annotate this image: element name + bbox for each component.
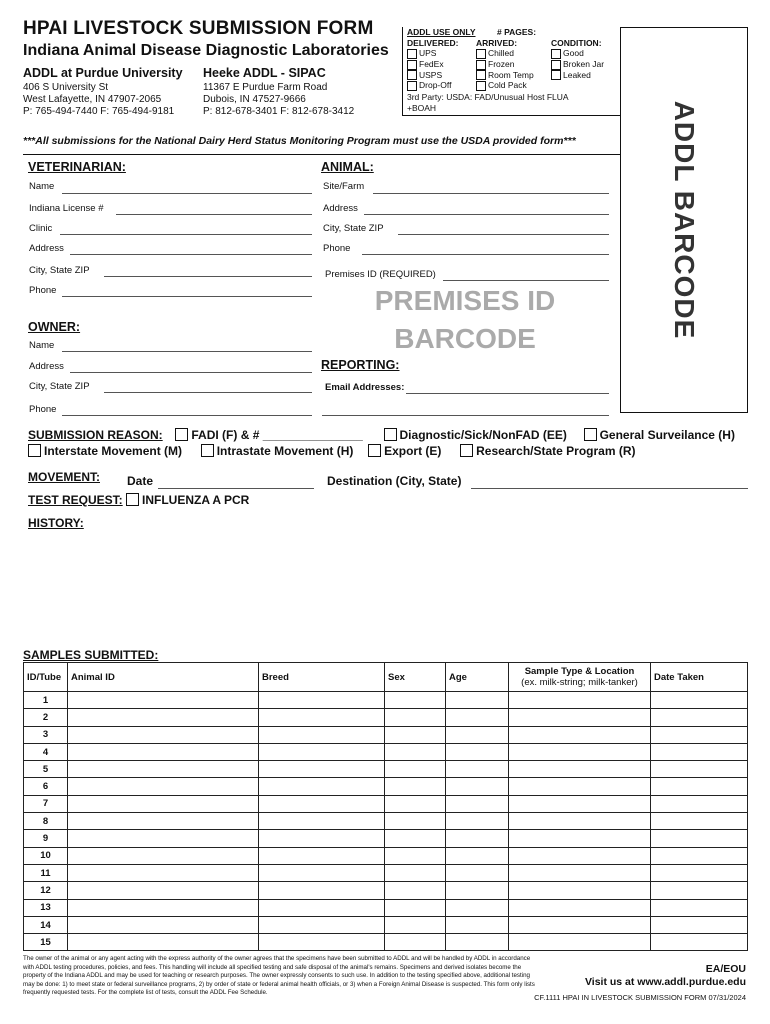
- sample-cell[interactable]: [446, 813, 509, 830]
- animal-address-field[interactable]: [364, 214, 609, 215]
- arrived-frozen[interactable]: Frozen: [476, 59, 534, 70]
- form-id: CF.1111 HPAI IN LIVESTOCK SUBMISSION FORM 07/31/2024: [534, 993, 746, 1002]
- arrived-label: ARRIVED:: [476, 38, 518, 48]
- animal-phone-label: Phone: [323, 243, 351, 254]
- sample-cell[interactable]: [509, 743, 651, 760]
- diagnostic-checkbox[interactable]: [384, 428, 397, 441]
- checkbox[interactable]: [551, 70, 561, 80]
- sample-cell[interactable]: [509, 864, 651, 881]
- sample-cell[interactable]: [509, 934, 651, 951]
- checkbox[interactable]: [407, 70, 417, 80]
- vet-address-label: Address: [29, 243, 64, 254]
- sample-cell[interactable]: [651, 830, 748, 847]
- sample-cell[interactable]: [651, 813, 748, 830]
- vet-phone-field[interactable]: [62, 296, 312, 297]
- vet-clinic-field[interactable]: [60, 234, 312, 235]
- condition-good[interactable]: Good: [551, 48, 604, 59]
- sample-cell[interactable]: [651, 847, 748, 864]
- sample-cell[interactable]: [509, 813, 651, 830]
- sample-cell[interactable]: [259, 847, 385, 864]
- export-checkbox[interactable]: [368, 444, 381, 457]
- form-title: HPAI LIVESTOCK SUBMISSION FORM: [23, 18, 374, 39]
- sample-cell[interactable]: [446, 882, 509, 899]
- owner-city-label: City, State ZIP: [29, 381, 90, 392]
- sample-cell[interactable]: [68, 864, 259, 881]
- animal-city-field[interactable]: [398, 234, 609, 235]
- sample-cell[interactable]: [259, 934, 385, 951]
- vet-license-label: Indiana License #: [29, 203, 104, 214]
- animal-address-label: Address: [323, 203, 358, 214]
- sample-cell[interactable]: [68, 709, 259, 726]
- row-number: 11: [24, 864, 68, 881]
- influenza-checkbox[interactable]: [126, 493, 139, 506]
- sample-cell[interactable]: [68, 743, 259, 760]
- destination-label: Destination (City, State): [327, 474, 462, 488]
- sample-cell[interactable]: [259, 830, 385, 847]
- sample-cell[interactable]: [446, 934, 509, 951]
- arrived-cold-pack[interactable]: Cold Pack: [476, 80, 534, 91]
- sample-cell[interactable]: [68, 761, 259, 778]
- table-row: [24, 761, 748, 778]
- row-number: 2: [24, 709, 68, 726]
- addl-use-only-box: [402, 27, 621, 116]
- sample-cell[interactable]: [68, 778, 259, 795]
- submission-reason-row-1: [28, 428, 735, 442]
- premises-barcode-placeholder: PREMISES ID BARCODE: [374, 285, 556, 354]
- condition-options: [551, 48, 604, 80]
- sample-cell[interactable]: [446, 709, 509, 726]
- sample-cell[interactable]: [259, 882, 385, 899]
- sample-cell[interactable]: [446, 778, 509, 795]
- sample-cell[interactable]: [385, 916, 446, 933]
- legal-fine-print: The owner of the animal or any agent acting with the express authority of the owner agrees that the specimens have been submitted to ADDL and will be handled by ADDL in accordance with ADDL testing procedures, policies, and fees. This handling will include all specified testing and safe disposal of the animal's remains. Specimens and derived isolates become the property of the Indiana ADDL and may be used for teaching or research purposes. The owner expressly consents to such use. In addition to the testing specified above, additional testing may be done: 1) to meet state or federal surveillance programs, 2) by order of state or federal animal health officials, or 3) when a Foreign Animal Disease is suspected. This form only lists frequently requested tests. For the complete list of tests, consult the ADDL Fee Schedule.: [23, 955, 535, 997]
- arrived-chilled[interactable]: Chilled: [476, 48, 534, 59]
- vet-city-field[interactable]: [104, 276, 312, 277]
- sample-cell[interactable]: [68, 692, 259, 709]
- sample-cell[interactable]: [385, 726, 446, 743]
- premises-id-label: Premises ID (REQUIRED): [325, 269, 436, 280]
- delivered-fedex[interactable]: FedEx: [407, 59, 451, 70]
- general-surveillance-checkbox[interactable]: [584, 428, 597, 441]
- sample-cell[interactable]: [259, 899, 385, 916]
- sample-cell[interactable]: [651, 692, 748, 709]
- lab2-address: 11367 E Purdue Farm Road Dubois, IN 47527-9666 P: 812-678-3401 F: 812-678-3412: [203, 82, 355, 117]
- row-number: 5: [24, 761, 68, 778]
- lab1-name: ADDL at Purdue University: [23, 66, 183, 80]
- sample-cell[interactable]: [509, 692, 651, 709]
- table-row: [24, 830, 748, 847]
- sample-cell[interactable]: [385, 882, 446, 899]
- form-subtitle: Indiana Animal Disease Diagnostic Laboratories: [23, 42, 389, 59]
- delivered-usps[interactable]: USPS: [407, 70, 451, 81]
- owner-phone-field[interactable]: [62, 415, 312, 416]
- sample-cell[interactable]: [385, 709, 446, 726]
- animal-heading: ANIMAL:: [321, 160, 374, 174]
- test-request-heading: TEST REQUEST:: [28, 493, 123, 507]
- arrived-room-temp[interactable]: Room Temp: [476, 70, 534, 81]
- sample-cell[interactable]: [68, 795, 259, 812]
- lab2-name: Heeke ADDL - SIPAC: [203, 66, 326, 80]
- sample-cell[interactable]: [446, 726, 509, 743]
- table-row: [24, 813, 748, 830]
- sample-cell[interactable]: [509, 795, 651, 812]
- vet-city-label: City, State ZIP: [29, 265, 90, 276]
- checkbox[interactable]: [476, 70, 486, 80]
- sample-cell[interactable]: [651, 726, 748, 743]
- sample-cell[interactable]: [509, 899, 651, 916]
- sample-cell[interactable]: [651, 864, 748, 881]
- sample-cell[interactable]: [385, 813, 446, 830]
- table-row: [24, 916, 748, 933]
- sample-cell[interactable]: [446, 692, 509, 709]
- sample-cell[interactable]: [385, 778, 446, 795]
- sample-cell[interactable]: [68, 830, 259, 847]
- table-row: [24, 795, 748, 812]
- checkbox[interactable]: [551, 49, 561, 59]
- row-number: 7: [24, 795, 68, 812]
- row-number: 8: [24, 813, 68, 830]
- sample-cell[interactable]: [68, 813, 259, 830]
- delivered-ups[interactable]: UPS: [407, 48, 451, 59]
- sample-cell[interactable]: [385, 743, 446, 760]
- table-row: [24, 726, 748, 743]
- col-id-tube: ID/Tube: [24, 663, 68, 692]
- sample-cell[interactable]: [509, 847, 651, 864]
- sample-cell[interactable]: [259, 743, 385, 760]
- sample-cell[interactable]: [68, 899, 259, 916]
- sample-cell[interactable]: [651, 899, 748, 916]
- sample-cell[interactable]: [385, 761, 446, 778]
- submission-reason-row-2: [28, 444, 636, 458]
- export-label: Export (E): [384, 444, 442, 458]
- row-number: 6: [24, 778, 68, 795]
- checkbox[interactable]: [476, 49, 486, 59]
- boah-note: +BOAH: [407, 103, 437, 113]
- table-row: [24, 934, 748, 951]
- condition-broken-jar[interactable]: Broken Jar: [551, 59, 604, 70]
- diagnostic-label: Diagnostic/Sick/NonFAD (EE): [399, 428, 567, 442]
- sample-cell[interactable]: [385, 692, 446, 709]
- table-row: [24, 692, 748, 709]
- sample-cell[interactable]: [385, 934, 446, 951]
- table-row: [24, 743, 748, 760]
- sample-cell[interactable]: [446, 761, 509, 778]
- sample-cell[interactable]: [509, 761, 651, 778]
- samples-heading: SAMPLES SUBMITTED:: [23, 648, 159, 662]
- sample-cell[interactable]: [509, 916, 651, 933]
- sample-cell[interactable]: [385, 795, 446, 812]
- checkbox[interactable]: [407, 60, 417, 70]
- row-number: 9: [24, 830, 68, 847]
- reporting-heading: REPORTING:: [321, 358, 400, 372]
- history-text-area[interactable]: [28, 534, 748, 644]
- samples-table: [23, 662, 748, 951]
- sample-cell[interactable]: [446, 847, 509, 864]
- owner-name-field[interactable]: [62, 351, 312, 352]
- movement-date-label: Date: [127, 474, 154, 488]
- veterinarian-heading: VETERINARIAN:: [28, 160, 126, 174]
- condition-label: CONDITION:: [551, 38, 602, 48]
- sample-cell[interactable]: [446, 743, 509, 760]
- sample-cell[interactable]: [259, 692, 385, 709]
- third-party-note: 3rd Party: USDA: FAD/Unusual Host FLUA: [407, 92, 569, 102]
- animal-phone-field[interactable]: [362, 254, 609, 255]
- vet-name-field[interactable]: [62, 193, 312, 194]
- sample-cell[interactable]: [446, 899, 509, 916]
- animal-site-field[interactable]: [373, 193, 609, 194]
- sample-cell[interactable]: [446, 830, 509, 847]
- sample-cell[interactable]: [68, 934, 259, 951]
- sample-cell[interactable]: [259, 726, 385, 743]
- table-row: [24, 778, 748, 795]
- owner-address-label: Address: [29, 361, 64, 372]
- interstate-label: Interstate Movement (M): [44, 444, 183, 458]
- sample-cell[interactable]: [385, 864, 446, 881]
- sample-cell[interactable]: [68, 882, 259, 899]
- col-sex: Sex: [385, 663, 446, 692]
- row-number: 4: [24, 743, 68, 760]
- sample-cell[interactable]: [385, 830, 446, 847]
- sample-cell[interactable]: [385, 899, 446, 916]
- influenza-label: INFLUENZA A PCR: [142, 493, 250, 507]
- sample-cell[interactable]: [385, 847, 446, 864]
- sample-cell[interactable]: [68, 726, 259, 743]
- sample-cell[interactable]: [651, 761, 748, 778]
- row-number: 14: [24, 916, 68, 933]
- checkbox[interactable]: [476, 81, 486, 91]
- sample-cell[interactable]: [259, 813, 385, 830]
- sample-cell[interactable]: [259, 709, 385, 726]
- row-number: 13: [24, 899, 68, 916]
- sample-cell[interactable]: [651, 795, 748, 812]
- owner-phone-label: Phone: [29, 404, 57, 415]
- movement-date-field[interactable]: [158, 488, 314, 489]
- sample-cell[interactable]: [446, 864, 509, 881]
- addl-barcode-box: [620, 27, 748, 413]
- general-surveillance-label: General Surveilance (H): [599, 428, 735, 442]
- col-breed: Breed: [259, 663, 385, 692]
- premises-id-field[interactable]: [443, 280, 609, 281]
- sample-cell[interactable]: [259, 761, 385, 778]
- sample-cell[interactable]: [259, 795, 385, 812]
- owner-heading: OWNER:: [28, 320, 81, 334]
- col-sample-type: Sample Type & Location (ex. milk-string; milk-tanker): [509, 663, 651, 692]
- col-age: Age: [446, 663, 509, 692]
- fadi-checkbox[interactable]: [175, 428, 188, 441]
- vet-name-label: Name: [29, 181, 55, 192]
- sample-cell[interactable]: [651, 916, 748, 933]
- sample-cell[interactable]: [259, 864, 385, 881]
- interstate-checkbox[interactable]: [28, 444, 41, 457]
- intrastate-checkbox[interactable]: [201, 444, 214, 457]
- movement-heading: MOVEMENT:: [28, 470, 100, 484]
- row-number: 15: [24, 934, 68, 951]
- row-number: 10: [24, 847, 68, 864]
- fadi-label: FADI (F) & # _______________: [191, 428, 363, 442]
- sample-cell[interactable]: [651, 778, 748, 795]
- lab1-address: 406 S University St West Lafayette, IN 47907-2065 P: 765-494-7440 F: 765-494-9181: [23, 82, 175, 117]
- delivered-options: [407, 48, 451, 91]
- sample-cell[interactable]: [259, 916, 385, 933]
- vet-phone-label: Phone: [29, 285, 57, 296]
- arrived-options: [476, 48, 534, 91]
- eeo-text: EA/EOU: [705, 963, 746, 975]
- owner-name-label: Name: [29, 340, 55, 351]
- sample-cell[interactable]: [651, 882, 748, 899]
- table-row: [24, 882, 748, 899]
- intrastate-label: Intrastate Movement (H): [216, 444, 354, 458]
- row-number: 1: [24, 692, 68, 709]
- research-label: Research/State Program (R): [476, 444, 636, 458]
- sample-cell[interactable]: [509, 778, 651, 795]
- sample-cell[interactable]: [651, 743, 748, 760]
- table-row: [24, 709, 748, 726]
- checkbox[interactable]: [407, 81, 417, 91]
- email-label: Email Addresses:: [325, 382, 405, 393]
- sample-cell[interactable]: [446, 916, 509, 933]
- email-field[interactable]: [406, 393, 609, 394]
- notice-text: ***All submissions for the National Dairy Herd Status Monitoring Program must use the USDA provided form***: [23, 135, 576, 147]
- owner-city-field[interactable]: [104, 392, 312, 393]
- delivered-dropoff[interactable]: Drop-Off: [407, 80, 451, 91]
- col-animal-id: Animal ID: [68, 663, 259, 692]
- destination-field[interactable]: [471, 488, 748, 489]
- vet-clinic-label: Clinic: [29, 223, 53, 234]
- sample-cell[interactable]: [651, 709, 748, 726]
- checkbox[interactable]: [551, 60, 561, 70]
- pages-label: # PAGES:: [497, 27, 537, 37]
- influenza-option[interactable]: [126, 493, 249, 507]
- condition-leaked[interactable]: Leaked: [551, 70, 604, 81]
- sample-cell[interactable]: [509, 726, 651, 743]
- delivered-label: DELIVERED:: [407, 38, 459, 48]
- row-number: 12: [24, 882, 68, 899]
- sample-cell[interactable]: [68, 916, 259, 933]
- history-heading: HISTORY:: [28, 516, 84, 530]
- submission-reason-heading: SUBMISSION REASON:: [28, 428, 163, 442]
- row-number: 3: [24, 726, 68, 743]
- email-field-2[interactable]: [322, 415, 609, 416]
- vet-address-field[interactable]: [70, 254, 312, 255]
- table-row: [24, 864, 748, 881]
- vet-license-field[interactable]: [116, 214, 312, 215]
- website-text: Visit us at www.addl.purdue.edu: [584, 976, 746, 988]
- research-checkbox[interactable]: [460, 444, 473, 457]
- table-row: [24, 847, 748, 864]
- sample-cell[interactable]: [651, 934, 748, 951]
- owner-address-field[interactable]: [70, 372, 312, 373]
- sample-cell[interactable]: [509, 709, 651, 726]
- samples-header-row: [24, 663, 748, 692]
- sample-cell[interactable]: [509, 830, 651, 847]
- animal-site-label: Site/Farm: [323, 181, 365, 192]
- table-row: [24, 899, 748, 916]
- checkbox[interactable]: [407, 49, 417, 59]
- sample-cell[interactable]: [509, 882, 651, 899]
- checkbox[interactable]: [476, 60, 486, 70]
- addl-barcode-label: ADDL BARCODE: [669, 100, 700, 340]
- sample-cell[interactable]: [259, 778, 385, 795]
- animal-city-label: City, State ZIP: [323, 223, 384, 234]
- sample-cell[interactable]: [68, 847, 259, 864]
- col-date-taken: Date Taken: [651, 663, 748, 692]
- addl-use-title: ADDL USE ONLY: [407, 27, 476, 37]
- sample-cell[interactable]: [446, 795, 509, 812]
